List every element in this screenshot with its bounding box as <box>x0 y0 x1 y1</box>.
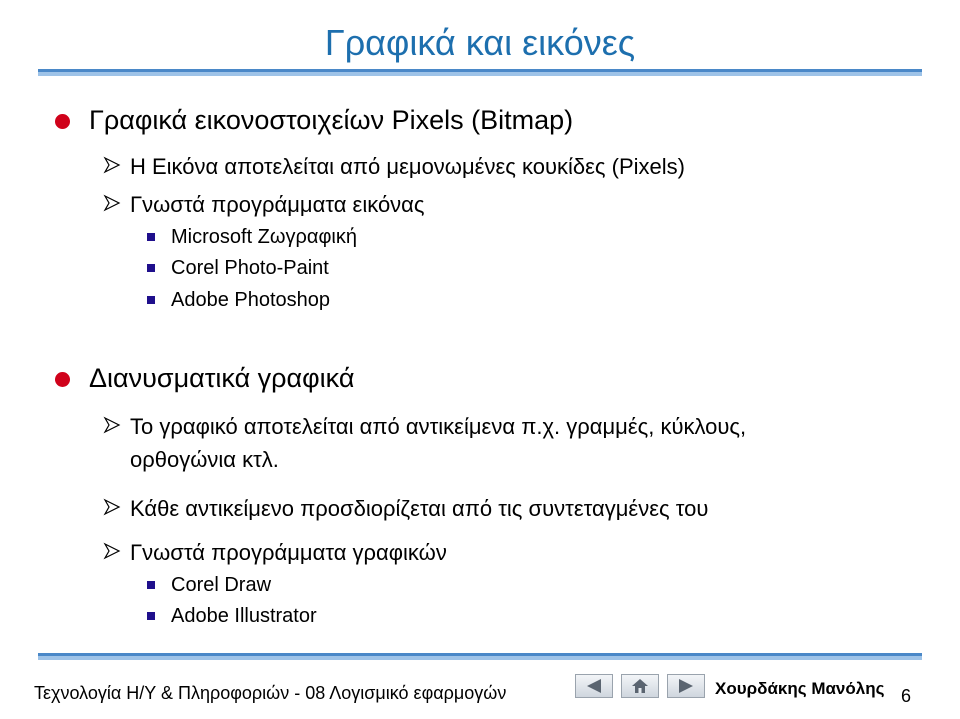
home-icon <box>629 677 651 695</box>
arrow-bullet-icon <box>103 416 121 434</box>
point-text: Η Εικόνα αποτελείται από μεμονωμένες κουκίδες (Pixels) <box>130 154 685 179</box>
square-bullet-icon <box>147 264 155 272</box>
arrow-left-icon <box>583 677 605 695</box>
square-bullet-icon <box>147 581 155 589</box>
section-heading-text: Διανυσματικά γραφικά <box>89 363 355 393</box>
top-divider <box>38 69 922 76</box>
subpoint-text: Corel Draw <box>171 574 272 596</box>
bullet-dot-icon <box>55 372 70 387</box>
square-bullet-icon <box>147 233 155 241</box>
next-slide-button[interactable] <box>667 674 705 698</box>
arrow-bullet-icon <box>103 542 121 560</box>
subpoint-text: Corel Photo-Paint <box>171 257 329 279</box>
arrow-bullet-icon <box>103 498 121 516</box>
slide-navigation <box>575 674 705 700</box>
home-button[interactable] <box>621 674 659 698</box>
subpoint-text: Adobe Photoshop <box>171 289 331 311</box>
point-text: Κάθε αντικείμενο προσδιορίζεται από τις συντεταγμένες του <box>130 496 709 521</box>
square-bullet-icon <box>147 612 155 620</box>
page-number: 6 <box>901 686 912 706</box>
bottom-divider <box>38 653 922 660</box>
point-text: Γνωστά προγράμματα εικόνας <box>130 192 425 217</box>
point-text: Το γραφικό αποτελείται από αντικείμενα π.χ. γραμμές, κύκλους, ορθογώνια κτλ. <box>130 414 747 472</box>
slide-title: Γραφικά και εικόνες <box>324 22 636 63</box>
prev-slide-button[interactable] <box>575 674 613 698</box>
point-text: Γνωστά προγράμματα γραφικών <box>130 540 447 565</box>
arrow-right-icon <box>675 677 697 695</box>
arrow-bullet-icon <box>103 194 121 212</box>
footer-course-title: Τεχνολογία Η/Υ & Πληροφοριών - 08 Λογισμικό εφαρμογών <box>34 683 507 703</box>
arrow-bullet-icon <box>103 156 121 174</box>
footer-author: Χουρδάκης Μανόλης <box>715 679 885 698</box>
section-heading-text: Γραφικά εικονοστοιχείων Pixels (Bitmap) <box>89 105 574 135</box>
bullet-dot-icon <box>55 114 70 129</box>
subpoint-text: Microsoft Ζωγραφική <box>171 226 357 248</box>
square-bullet-icon <box>147 296 155 304</box>
subpoint-text: Adobe Illustrator <box>171 605 317 627</box>
